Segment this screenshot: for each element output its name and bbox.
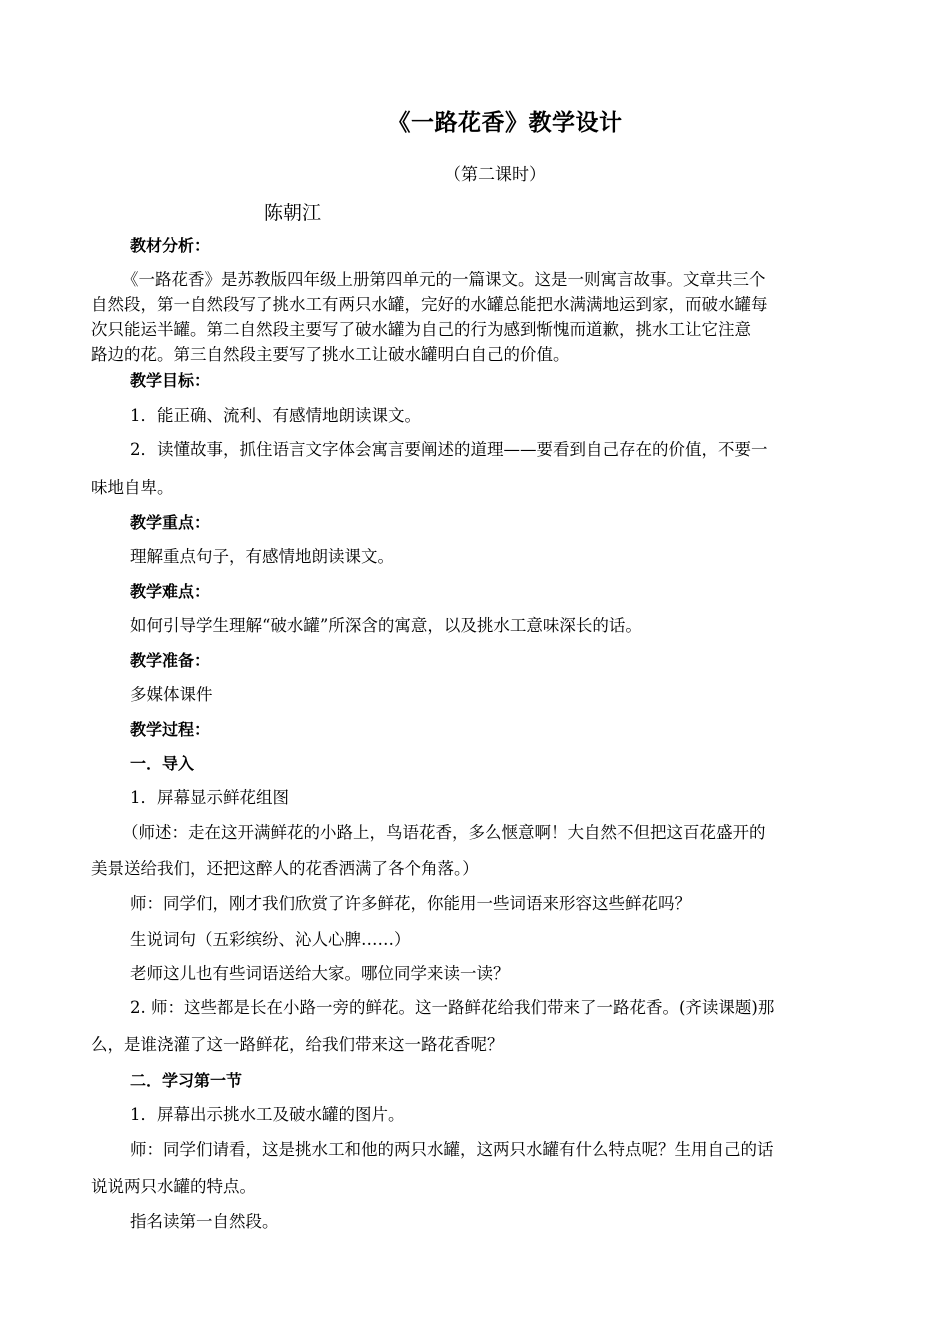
goal-item-2-continued: 味地自卑。 bbox=[91, 478, 174, 497]
section-1-line: 美景送给我们，还把这醉人的花香洒满了各个角落。） bbox=[91, 859, 479, 878]
analysis-line: 自然段，第一自然段写了挑水工有两只水罐，完好的水罐总能把水满满地运到家，而破水罐每 bbox=[91, 295, 768, 314]
document-title: 《一路花香》教学设计 bbox=[387, 110, 623, 136]
analysis-heading: 教材分析： bbox=[130, 236, 211, 255]
key-points-text: 理解重点句子，有感情地朗读课文。 bbox=[130, 547, 394, 566]
section-1-line: 师：同学们，刚才我们欣赏了许多鲜花，你能用一些词语来形容这些鲜花吗？ bbox=[130, 894, 691, 913]
section-1-line: 么，是谁浇灌了这一路鲜花，给我们带来这一路花香呢？ bbox=[91, 1035, 504, 1054]
difficulties-heading: 教学难点： bbox=[130, 582, 211, 601]
section-2-line: 指名读第一自然段。 bbox=[130, 1212, 279, 1231]
analysis-line: 《一路花香》是苏教版四年级上册第四单元的一篇课文。这是一则寓言故事。文章共三个 bbox=[122, 270, 766, 289]
goal-item-1: 1．能正确、流利、有感情地朗读课文。 bbox=[130, 406, 421, 425]
section-2-heading: 二．学习第一节 bbox=[130, 1071, 243, 1090]
process-heading: 教学过程： bbox=[130, 720, 211, 739]
key-points-heading: 教学重点： bbox=[130, 513, 211, 532]
section-1-line: （师述：走在这开满鲜花的小路上，鸟语花香，多么惬意啊！大自然不但把这百花盛开的 bbox=[122, 823, 766, 842]
section-2-line: 1．屏幕出示挑水工及破水罐的图片。 bbox=[130, 1105, 405, 1124]
author-name: 陈朝江 bbox=[264, 202, 322, 224]
preparation-heading: 教学准备： bbox=[130, 651, 211, 670]
difficulties-text: 如何引导学生理解“破水罐”所深含的寓意，以及挑水工意味深长的话。 bbox=[130, 616, 642, 635]
section-1-heading: 一．导入 bbox=[130, 754, 195, 773]
analysis-line: 路边的花。第三自然段主要写了挑水工让破水罐明白自己的价值。 bbox=[91, 345, 570, 364]
section-1-line: 老师这儿也有些词语送给大家。哪位同学来读一读？ bbox=[130, 964, 510, 983]
analysis-line: 次只能运半罐。第二自然段主要写了破水罐为自己的行为感到惭愧而道歉，挑水工让它注意 bbox=[91, 320, 751, 339]
section-1-line: 2. 师：这些都是长在小路一旁的鲜花。这一路鲜花给我们带来了一路花香。(齐读课题)那 bbox=[130, 998, 775, 1017]
section-2-line: 师：同学们请看，这是挑水工和他的两只水罐，这两只水罐有什么特点呢？生用自己的话 bbox=[130, 1140, 774, 1159]
section-1-line: 生说词句（五彩缤纷、沁人心脾……） bbox=[130, 930, 411, 949]
goal-item-2: 2．读懂故事，抓住语言文字体会寓言要阐述的道理——要看到自己存在的价值，不要一 bbox=[130, 440, 768, 459]
goals-heading: 教学目标： bbox=[130, 371, 211, 390]
lesson-subtitle: （第二课时） bbox=[444, 165, 546, 185]
preparation-text: 多媒体课件 bbox=[130, 685, 213, 704]
section-1-line: 1．屏幕显示鲜花组图 bbox=[130, 788, 289, 807]
section-2-line: 说说两只水罐的特点。 bbox=[91, 1177, 256, 1196]
